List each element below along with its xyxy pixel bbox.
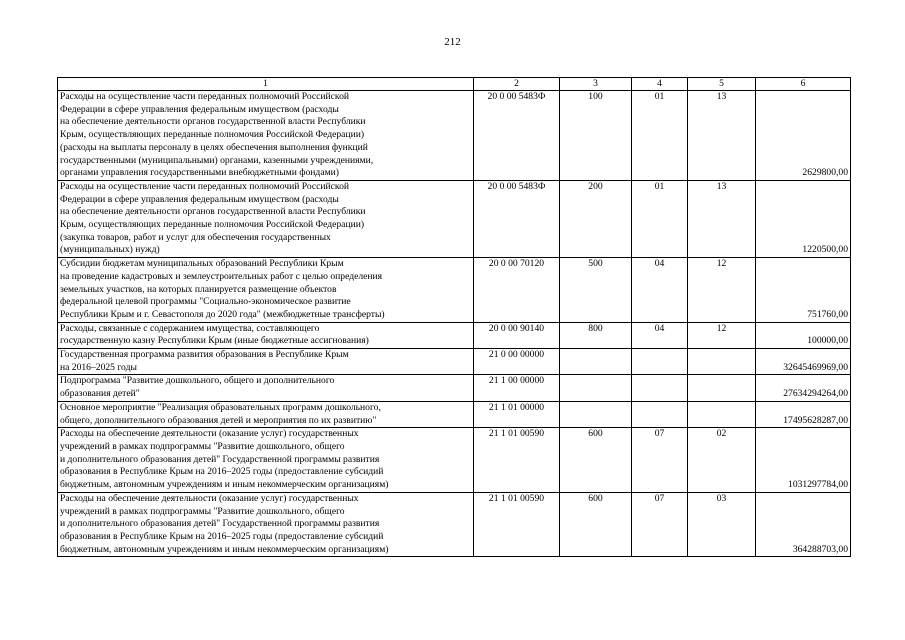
row-section: 01 [632,91,688,181]
row-amount: 1031297784,00 [756,428,851,493]
column-header: 2 [474,78,560,91]
table-row [58,322,851,348]
row-amount: 27634294264,00 [756,375,851,401]
table-row [58,401,851,427]
row-expense-type: 600 [560,428,632,493]
row-section: 04 [632,258,688,323]
row-target-code: 21 1 01 00590 [474,492,560,557]
row-section: 07 [632,428,688,493]
column-header: 1 [58,78,474,91]
row-section: 07 [632,492,688,557]
column-header: 5 [688,78,756,91]
table-row [58,492,851,557]
row-description: Расходы на осуществление части переданных полномочий Российской Федерации в сфере управления федеральным имуществом (расходы на обеспечение деятельности органов государственной власти Республики Крым, осуществляющих переданные полномочия Российской Федерации) (закупка товаров, работ и услуг для обеспечения государственных (муниципальных) нужд) [58,180,474,257]
row-expense-type: 500 [560,258,632,323]
row-amount: 17495628287,00 [756,401,851,427]
row-target-code: 20 0 00 5483Ф [474,91,560,181]
row-subsection [688,375,756,401]
row-section [632,349,688,375]
row-description: Расходы на осуществление части переданных полномочий Российской Федерации в сфере управления федеральным имуществом (расходы на обеспечение деятельности органов государственной власти Республики Крым, осуществляющих переданные полномочия Российской Федерации) (расходы на выплаты персоналу в целях обеспечения выполнения функций государственными (муниципальными) органами, казенными учреждениями, органами управления государственными внебюджетными фондами) [58,91,474,181]
row-section: 04 [632,322,688,348]
row-section [632,375,688,401]
row-target-code: 21 0 00 00000 [474,349,560,375]
row-amount: 364288703,00 [756,492,851,557]
row-section: 01 [632,180,688,257]
row-target-code: 21 1 01 00590 [474,428,560,493]
row-description: Субсидии бюджетам муниципальных образований Республики Крым на проведение кадастровых и землеустроительных работ с целью определения земельных участков, на которых планируется размещение объектов федеральной целевой программы "Социально-экономическое развитие Республики Крым и г. Севастополя до 2020 года" (межбюджетные трансферты) [58,258,474,323]
row-description: Основное мероприятие "Реализация образовательных программ дошкольного, общего, дополнительного образования детей и мероприятия по их развитию" [58,401,474,427]
row-target-code: 20 0 00 90140 [474,322,560,348]
row-subsection [688,349,756,375]
column-header: 4 [632,78,688,91]
row-description: Расходы на обеспечение деятельности (оказание услуг) государственных учреждений в рамках подпрограммы "Развитие дошкольного, общего и дополнительного образования детей" Государственной программы развития образования в Республике Крым на 2016–2025 годы (предоставление субсидий бюджетным, автономным учреждениям и иным некоммерческим организациям) [58,428,474,493]
row-section [632,401,688,427]
row-description: Расходы, связанные с содержанием имущества, составляющего государственную казну Республики Крым (иные бюджетные ассигнования) [58,322,474,348]
page-number: 212 [444,36,461,48]
table-row [58,375,851,401]
row-subsection: 12 [688,322,756,348]
row-subsection: 13 [688,91,756,181]
row-expense-type: 800 [560,322,632,348]
budget-table [57,77,851,557]
row-expense-type [560,401,632,427]
row-amount: 1220500,00 [756,180,851,257]
row-expense-type: 100 [560,91,632,181]
row-target-code: 21 1 00 00000 [474,375,560,401]
row-expense-type: 600 [560,492,632,557]
row-amount: 2629800,00 [756,91,851,181]
row-amount: 100000,00 [756,322,851,348]
row-subsection [688,401,756,427]
row-expense-type [560,375,632,401]
row-description: Подпрограмма "Развитие дошкольного, общего и дополнительного образования детей" [58,375,474,401]
row-amount: 32645469969,00 [756,349,851,375]
table-header-row [58,78,851,91]
table-row [58,91,851,181]
row-expense-type [560,349,632,375]
row-expense-type: 200 [560,180,632,257]
table-row [58,180,851,257]
column-header: 3 [560,78,632,91]
row-subsection: 02 [688,428,756,493]
row-target-code: 21 1 01 00000 [474,401,560,427]
row-subsection: 03 [688,492,756,557]
table-row [58,258,851,323]
row-description: Государственная программа развития образования в Республике Крым на 2016–2025 годы [58,349,474,375]
row-subsection: 12 [688,258,756,323]
column-header: 6 [756,78,851,91]
row-target-code: 20 0 00 5483Ф [474,180,560,257]
table-row [58,349,851,375]
row-description: Расходы на обеспечение деятельности (оказание услуг) государственных учреждений в рамках подпрограммы "Развитие дошкольного, общего и дополнительного образования детей" Государственной программы развития образования в Республике Крым на 2016–2025 годы (предоставление субсидий бюджетным, автономным учреждениям и иным некоммерческим организациям) [58,492,474,557]
row-amount: 751760,00 [756,258,851,323]
row-target-code: 20 0 00 70120 [474,258,560,323]
row-subsection: 13 [688,180,756,257]
table-row [58,428,851,493]
